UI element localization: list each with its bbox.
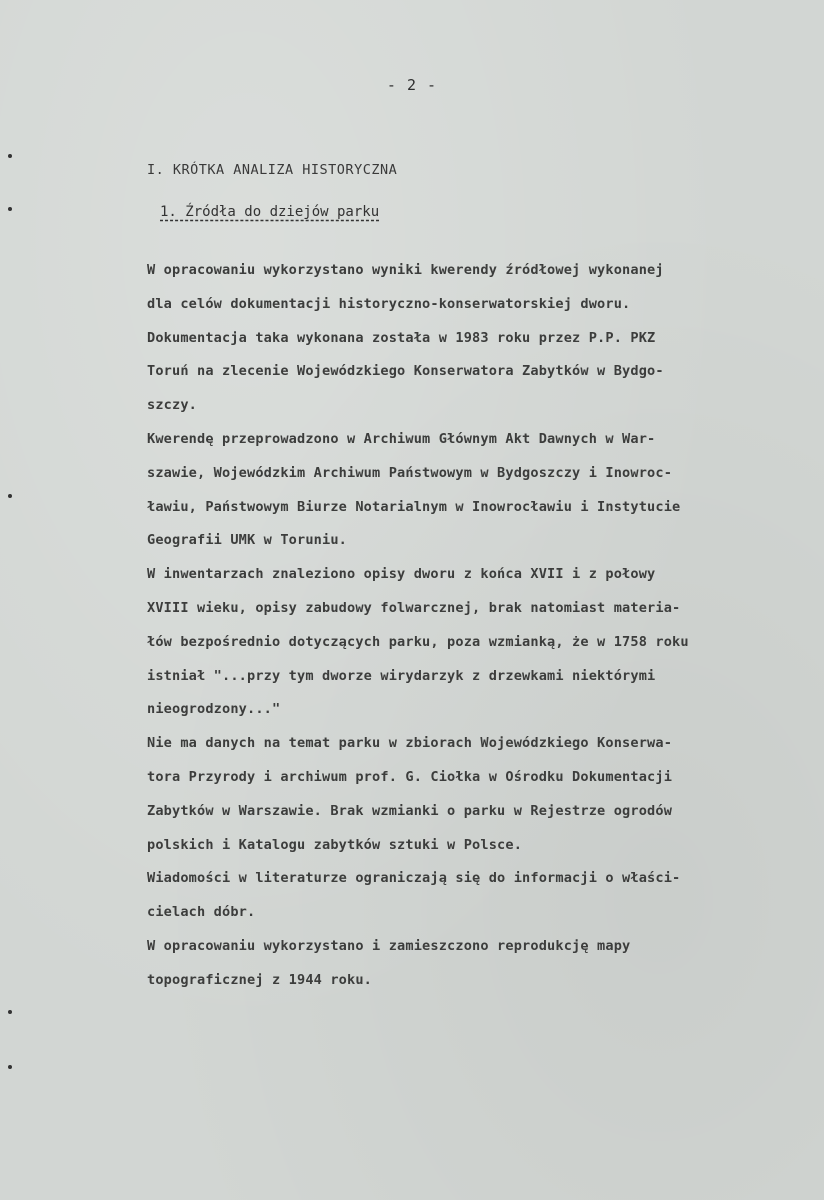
subsection-heading: 1. Źródła do dziejów parku (160, 204, 380, 220)
punch-hole-mark (8, 1010, 12, 1014)
text-line: Wiadomości w literaturze ograniczają się do informacji o właści- (147, 870, 681, 887)
text-line: W inwentarzach znaleziono opisy dworu z końca XVII i z połowy (147, 566, 656, 583)
text-line: szczy. (147, 397, 198, 414)
text-line: szawie, Wojewódzkim Archiwum Państwowym w Bydgoszczy i Inowroc- (147, 464, 673, 481)
text-line: Toruń na zlecenie Wojewódzkiego Konserwatora Zabytków w Bydgo- (147, 363, 664, 380)
text-line: nieogrodzony..." (147, 701, 281, 718)
text-line: Kwerendę przeprowadzono w Archiwum Głównym Akt Dawnych w War- (147, 431, 656, 447)
page-number: - 2 - (386, 76, 438, 94)
punch-hole-mark (8, 207, 12, 211)
section-heading: I. KRÓTKA ANALIZA HISTORYCZNA (147, 162, 398, 178)
text-line: Zabytków w Warszawie. Brak wzmianki o parku w Rejestrze ogrodów (147, 802, 673, 819)
text-line: W opracowaniu wykorzystano wyniki kwerendy źródłowej wykonanej (147, 262, 664, 278)
text-line: łów bezpośrednio dotyczących parku, poza wzmianką, że w 1758 roku (147, 633, 689, 650)
text-line: Geografii UMK w Toruniu. (147, 532, 348, 549)
text-line: ławiu, Państwowym Biurze Notarialnym w Inowrocławiu i Instytucie (147, 498, 681, 515)
text-line: W opracowaniu wykorzystano i zamieszczono reprodukcję mapy (147, 938, 631, 954)
punch-hole-mark (8, 1065, 12, 1069)
text-line: tora Przyrody i archiwum prof. G. Ciołka w Ośrodku Dokumentacji (147, 769, 673, 785)
text-line: XVIII wieku, opisy zabudowy folwarcznej, brak natomiast materia- (147, 600, 681, 616)
text-line: Nie ma danych na temat parku w zbiorach Wojewódzkiego Konserwa- (147, 735, 673, 752)
text-line: istniał "...przy tym dworze wirydarzyk z drzewkami niektórymi (147, 667, 656, 684)
punch-hole-mark (8, 154, 12, 158)
punch-hole-mark (8, 494, 12, 498)
text-line: topograficznej z 1944 roku. (147, 971, 373, 988)
text-line: polskich i Katalogu zabytków sztuki w Polsce. (147, 836, 523, 853)
text-line: Dokumentacja taka wykonana została w 1983 roku przez P.P. PKZ (147, 329, 656, 346)
text-line: cielach dóbr. (147, 904, 256, 921)
text-line: dla celów dokumentacji historyczno-konserwatorskiej dworu. (147, 295, 631, 312)
